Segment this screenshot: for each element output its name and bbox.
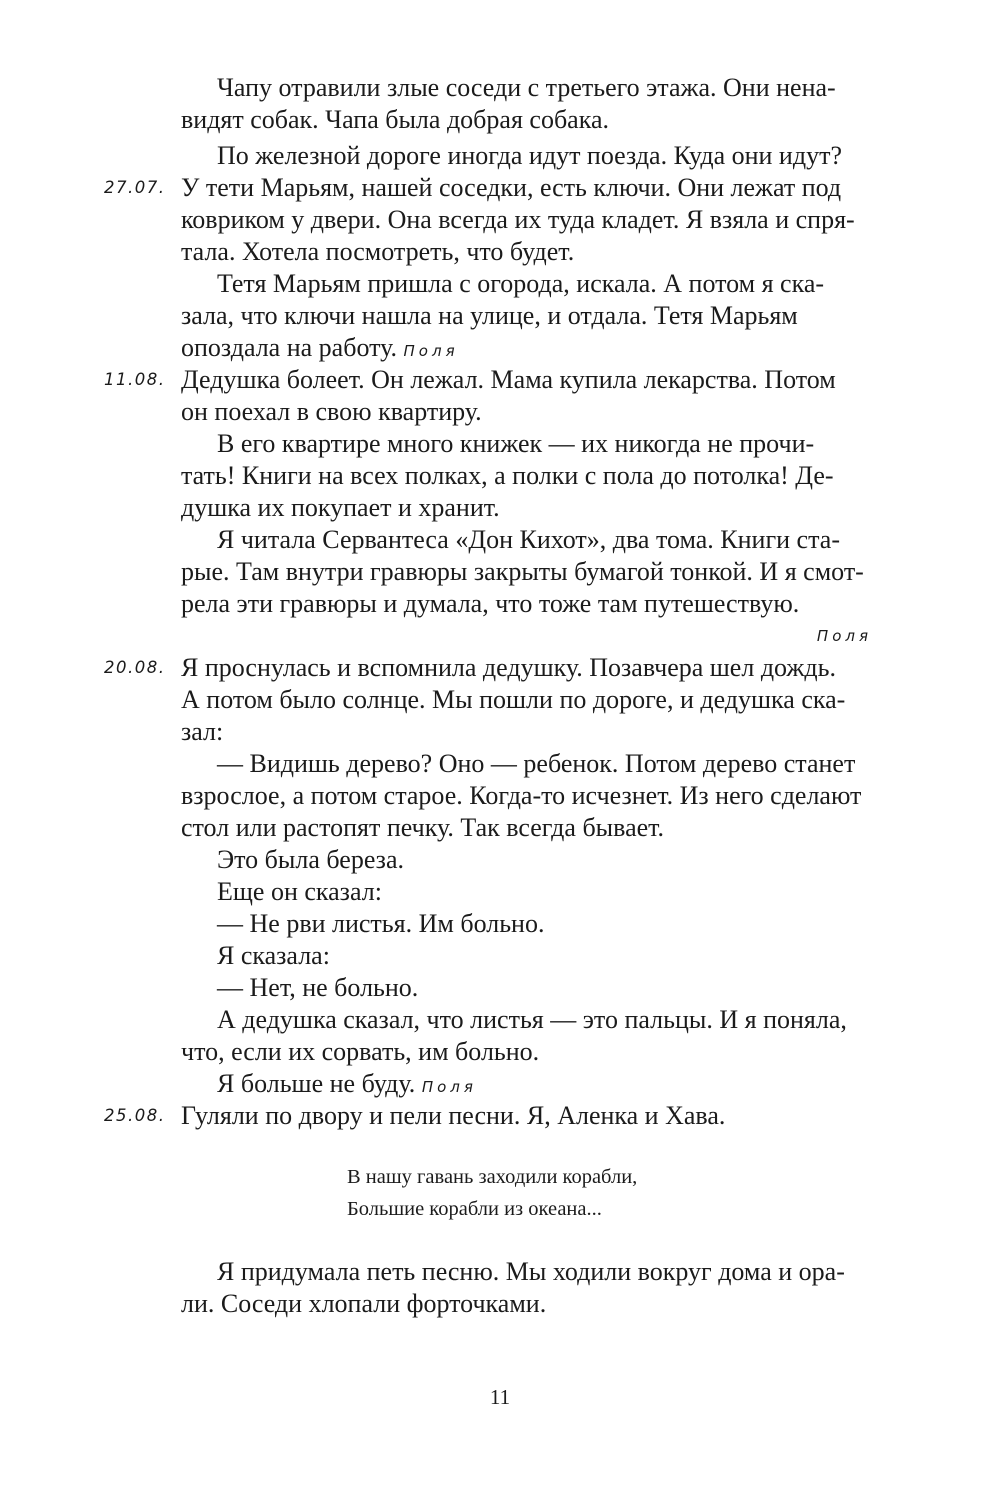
text-line: что, если их сорвать, им больно. (181, 1037, 540, 1066)
text-line: Еще он сказал: (217, 877, 382, 906)
text-line-with-signature (181, 332, 459, 367)
text-line: рые. Там внутри гравюры закрыты бумагой тонкой. И я смот- (181, 557, 864, 586)
verse-line: Большие корабли из океана... (347, 1198, 602, 1220)
text-line: ковриком у двери. Она всегда их туда кладет. Я взяла и спря- (181, 205, 855, 234)
text-line: А потом было солнце. Мы пошли по дороге, и дедушка ска- (181, 685, 846, 714)
page-number: 11 (489, 1385, 511, 1409)
text-line: — Видишь дерево? Оно — ребенок. Потом дерево станет (217, 749, 856, 778)
signature: Поля (403, 342, 459, 360)
text-line: душка их покупает и хранит. (181, 493, 500, 522)
text-line: стол или растопят печку. Так всегда бывает. (181, 813, 665, 842)
text-line: — Не рви листья. Им больно. (217, 909, 545, 938)
text-line: Я проснулась и вспомнила дедушку. Позавчера шел дождь. (181, 653, 836, 682)
text-line: ли. Соседи хлопали форточками. (181, 1289, 547, 1318)
text-line: зал: (181, 717, 224, 746)
text-line: Я читала Сервантеса «Дон Кихот», два тома. Книги ста- (217, 525, 840, 554)
text-line: Я сказала: (217, 941, 330, 970)
entry-date: 11.08. (104, 370, 166, 389)
text-segment: опоздала на работу. (181, 333, 398, 362)
entry-date: 27.07. (104, 178, 166, 197)
text-line: тала. Хотела посмотреть, что будет. (181, 237, 575, 266)
text-line: Гуляли по двору и пели песни. Я, Аленка и Хава. (181, 1101, 726, 1130)
text-line: видят собак. Чапа была добрая собака. (181, 105, 609, 134)
text-line: взрослое, а потом старое. Когда-то исчезнет. Из него сделают (181, 781, 862, 810)
text-line: Это была береза. (217, 845, 404, 874)
signature: Поля (816, 627, 872, 645)
verse-line: В нашу гавань заходили корабли, (347, 1166, 638, 1188)
text-line: По железной дороге иногда идут поезда. Куда они идут? (217, 141, 842, 170)
text-segment: Я больше не буду. (217, 1069, 416, 1098)
text-line: он поехал в свою квартиру. (181, 397, 482, 426)
text-line: Я придумала петь песню. Мы ходили вокруг дома и ора- (217, 1257, 845, 1286)
text-line-with-signature (217, 1068, 477, 1103)
entry-date: 25.08. (104, 1106, 166, 1125)
text-line: В его квартире много книжек — их никогда не прочи- (217, 429, 815, 458)
text-line: Тетя Марьям пришла с огорода, искала. А потом я ска- (217, 269, 825, 298)
signature: Поля (421, 1078, 477, 1096)
text-line: Дедушка болеет. Он лежал. Мама купила лекарства. Потом (181, 365, 836, 394)
text-line: Чапу отравили злые соседи с третьего этажа. Они нена- (217, 73, 836, 102)
text-line: — Нет, не больно. (217, 973, 419, 1002)
entry-date: 20.08. (104, 658, 166, 677)
text-line: рела эти гравюры и думала, что тоже там путешествую. (181, 589, 800, 618)
text-line: зала, что ключи нашла на улице, и отдала. Тетя Марьям (181, 301, 798, 330)
text-line: У тети Марьям, нашей соседки, есть ключи. Они лежат под (181, 173, 842, 202)
text-line: тать! Книги на всех полках, а полки с пола до потолка! Де- (181, 461, 834, 490)
text-line: А дедушка сказал, что листья — это пальцы. И я поняла, (217, 1005, 847, 1034)
